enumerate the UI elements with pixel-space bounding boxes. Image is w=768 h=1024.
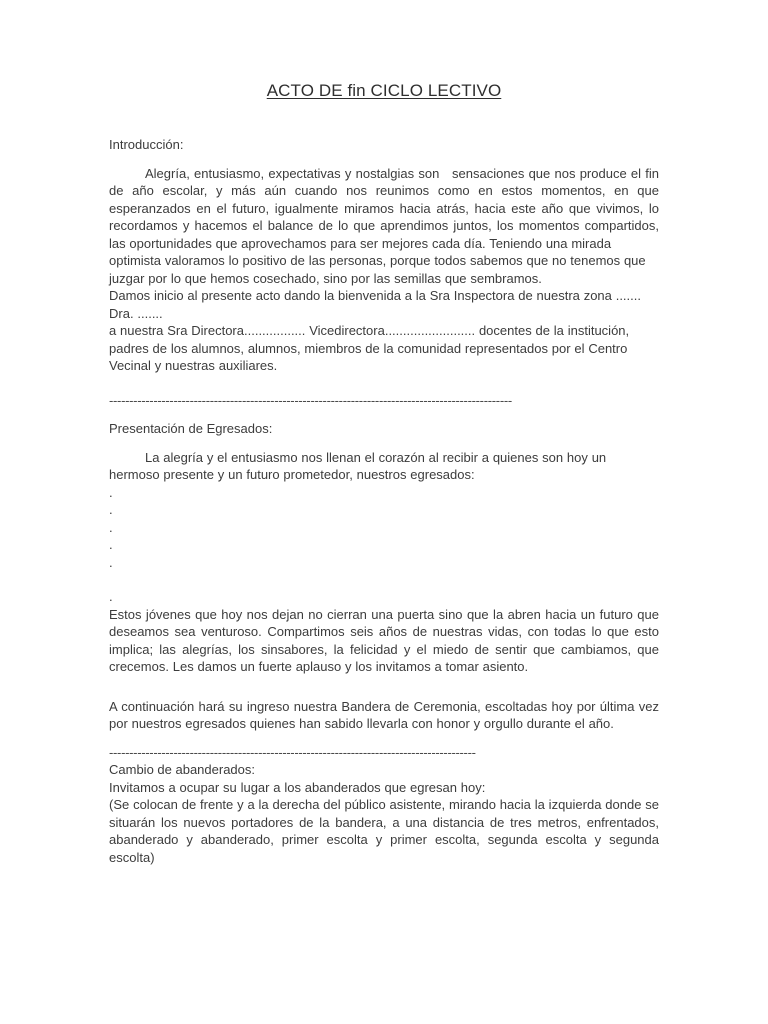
spacer: [109, 571, 659, 588]
spacer: [109, 438, 659, 449]
paragraph-egresados-intro: La alegría y el entusiasmo nos llenan el corazón al recibir a quienes son hoy un hermoso presente y un futuro prometedor, nuestros egresados:: [109, 449, 610, 482]
separator-line-1: ----------------------------------------------------------------------------------------------------: [109, 392, 512, 408]
list-item: .: [109, 484, 113, 500]
list-item: .: [109, 537, 113, 552]
spacer: [109, 676, 659, 698]
list-item: .: [109, 554, 113, 570]
section-heading-introduccion: Introducción:: [109, 137, 184, 152]
separator-line-2: -------------------------------------------------------------------------------------------: [109, 744, 476, 760]
paragraph-cambio-note: (Se colocan de frente y a la derecha del público asistente, mirando hacia la izquierda donde se situarán los nuevos portadores de la bandera, a una distancia de tres metros, enfrentados, abanderado y abanderado, primer escolta y primer escolta, segunda escolta y segunda escolta): [109, 797, 663, 865]
list-item: .: [109, 502, 113, 517]
egresados-placeholder-list: [109, 484, 659, 572]
paragraph-cambio-invite: Invitamos a ocupar su lugar a los abanderados que egresan hoy:: [109, 779, 486, 795]
spacer: [109, 409, 659, 420]
paragraph-intro-4: a nuestra Sra Directora................. Vicedirectora......................... docentes de la institución, padres de los alumnos, alumnos, miembros de la comunidad representados por el Centro Vecinal y nuestras auxiliares.: [109, 323, 633, 373]
list-item-extra: .: [109, 589, 113, 604]
spacer: [109, 733, 659, 744]
spacer: [109, 375, 659, 392]
section-heading-presentacion-egresados: Presentación de Egresados:: [109, 421, 273, 436]
paragraph-intro-3: Damos inicio al presente acto dando la bienvenida a la Sra Inspectora de nuestra zona ....... Dra. .......: [109, 288, 645, 321]
document-body: [109, 80, 663, 866]
paragraph-intro-2: optimista valoramos lo positivo de las personas, porque todos sabemos que no tenemos que juzgar por lo que hemos cosechado, sino por las semillas que sembramos.: [109, 253, 650, 286]
page-title-underlined: ACTO DE fin CICLO LECTIVO: [266, 81, 502, 100]
section-heading-cambio-abanderados: Cambio de abanderados:: [109, 762, 255, 777]
paragraph-intro-1: Alegría, entusiasmo, expectativas y nostalgias son sensaciones que nos produce el fin de año escolar, y más aún cuando nos reunimos como en estos momentos, en que esperanzados en el futuro, igualmente miramos hacia atrás, hacia este año que vivimos, lo recordamos y hacemos el balance de lo que aprendimos juntos, los momentos compartidos, las oportunidades que aprovechamos para ser mejores cada día. Teniendo una mirada: [109, 165, 663, 251]
paragraph-bandera: A continuación hará su ingreso nuestra Bandera de Ceremonia, escoltadas hoy por última vez por nuestros egresados quienes han sabido llevarla con honor y orgullo durante el año.: [109, 698, 663, 731]
page-title: [109, 80, 659, 102]
paragraph-egresados-body: Estos jóvenes que hoy nos dejan no cierran una puerta sino que la abren hacia un futuro que deseamos sea venturoso. Compartimos seis años de nuestras vidas, con todas lo que esto implica; las alegrías, los sinsabores, la felicidad y el miedo de sentir que cambiamos, que crecemos. Les damos un fuerte aplauso y los invitamos a tomar asiento.: [109, 606, 663, 674]
list-item: .: [109, 519, 113, 535]
spacer: [109, 154, 659, 165]
